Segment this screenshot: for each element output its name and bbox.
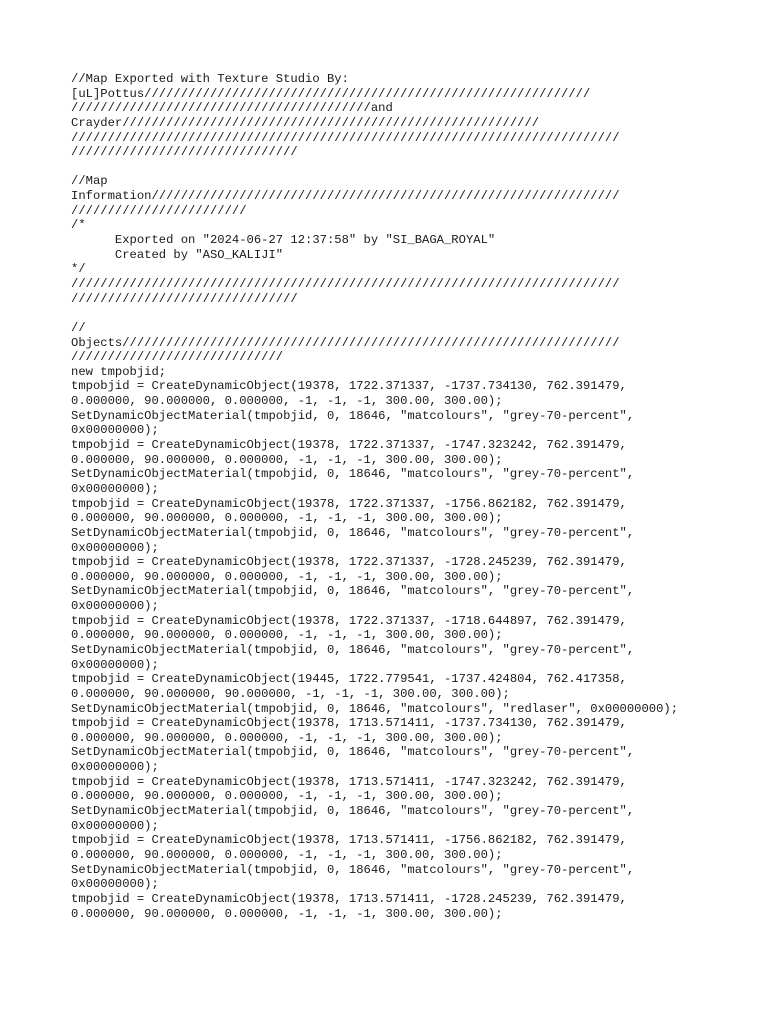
code-line: 0.000000, 90.000000, 0.000000, -1, -1, -1, 300.00, 300.00); xyxy=(71,452,503,467)
code-line: SetDynamicObjectMaterial(tmpobjid, 0, 18646, "matcolours", "grey-70-percent", xyxy=(71,642,635,657)
code-line: 0x00000000); xyxy=(71,877,159,892)
code-line: 0.000000, 90.000000, 0.000000, -1, -1, -1, 300.00, 300.00); xyxy=(71,789,503,804)
code-line: SetDynamicObjectMaterial(tmpobjid, 0, 18646, "matcolours", "grey-70-percent", xyxy=(71,804,635,819)
code-line: tmpobjid = CreateDynamicObject(19378, 1713.571411, -1737.734130, 762.391479, xyxy=(71,716,627,731)
code-line: 0.000000, 90.000000, 90.000000, -1, -1, -1, 300.00, 300.00); xyxy=(71,686,510,701)
code-line: SetDynamicObjectMaterial(tmpobjid, 0, 18646, "matcolours", "grey-70-percent", xyxy=(71,745,635,760)
code-line: 0x00000000); xyxy=(71,760,159,775)
code-line: //Map xyxy=(71,174,108,189)
code-line: 0x00000000); xyxy=(71,540,159,555)
code-line: 0.000000, 90.000000, 0.000000, -1, -1, -1, 300.00, 300.00); xyxy=(71,569,503,584)
code-line: tmpobjid = CreateDynamicObject(19378, 1713.571411, -1747.323242, 762.391479, xyxy=(71,774,627,789)
code-line: tmpobjid = CreateDynamicObject(19378, 1713.571411, -1756.862182, 762.391479, xyxy=(71,833,627,848)
code-line: 0x00000000); xyxy=(71,423,159,438)
code-line: //Map Exported with Texture Studio By: xyxy=(71,72,349,86)
code-line: [uL]Pottus///////////////////////////////////////////////////////////// xyxy=(71,86,591,101)
code-line: tmpobjid = CreateDynamicObject(19445, 1722.779541, -1737.424804, 762.417358, xyxy=(71,672,627,687)
code-line: 0x00000000); xyxy=(71,657,159,672)
code-line: 0.000000, 90.000000, 0.000000, -1, -1, -1, 300.00, 300.00); xyxy=(71,730,503,745)
code-line: new tmpobjid; xyxy=(71,364,167,379)
code-line: 0.000000, 90.000000, 0.000000, -1, -1, -1, 300.00, 300.00); xyxy=(71,628,503,643)
code-line: SetDynamicObjectMaterial(tmpobjid, 0, 18646, "matcolours", "grey-70-percent", xyxy=(71,408,635,423)
code-line: Objects//////////////////////////////////////////////////////////////////// xyxy=(71,335,620,350)
code-line: SetDynamicObjectMaterial(tmpobjid, 0, 18646, "matcolours", "grey-70-percent", xyxy=(71,862,635,877)
code-line: /////////////////////////////////////////and xyxy=(71,101,393,116)
code-line: tmpobjid = CreateDynamicObject(19378, 1722.371337, -1718.644897, 762.391479, xyxy=(71,613,627,628)
code-line: 0.000000, 90.000000, 0.000000, -1, -1, -1, 300.00, 300.00); xyxy=(71,847,503,862)
document-body xyxy=(71,72,721,921)
code-line: tmpobjid = CreateDynamicObject(19378, 1722.371337, -1756.862182, 762.391479, xyxy=(71,496,627,511)
code-line: /////////////////////////////// xyxy=(71,145,298,160)
code-line: /////////////////////////////////////////////////////////////////////////// xyxy=(71,130,620,145)
code-line: tmpobjid = CreateDynamicObject(19378, 1713.571411, -1728.245239, 762.391479, xyxy=(71,891,627,906)
code-line: 0x00000000); xyxy=(71,818,159,833)
code-line: SetDynamicObjectMaterial(tmpobjid, 0, 18646, "matcolours", "redlaser", 0x00000000); xyxy=(71,701,679,716)
code-line: // xyxy=(71,320,86,335)
code-line: ///////////////////////////// xyxy=(71,350,284,365)
code-line: 0.000000, 90.000000, 0.000000, -1, -1, -1, 300.00, 300.00); xyxy=(71,511,503,526)
code-line: /////////////////////////////// xyxy=(71,291,298,306)
code-line: 0x00000000); xyxy=(71,599,159,614)
blank-line xyxy=(71,306,721,321)
code-line: //////////////////////// xyxy=(71,203,247,218)
code-line: /////////////////////////////////////////////////////////////////////////// xyxy=(71,276,620,291)
code-line: Crayder///////////////////////////////////////////////////////// xyxy=(71,115,540,130)
code-line: 0.000000, 90.000000, 0.000000, -1, -1, -1, 300.00, 300.00); xyxy=(71,906,503,921)
code-line: 0.000000, 90.000000, 0.000000, -1, -1, -1, 300.00, 300.00); xyxy=(71,394,503,409)
code-line: tmpobjid = CreateDynamicObject(19378, 1722.371337, -1747.323242, 762.391479, xyxy=(71,438,627,453)
code-line: Created by "ASO_KALIJI" xyxy=(71,247,284,262)
code-line: SetDynamicObjectMaterial(tmpobjid, 0, 18646, "matcolours", "grey-70-percent", xyxy=(71,525,635,540)
code-line: Information//////////////////////////////////////////////////////////////// xyxy=(71,189,620,204)
code-line: /* xyxy=(71,218,86,233)
code-line: tmpobjid = CreateDynamicObject(19378, 1722.371337, -1728.245239, 762.391479, xyxy=(71,555,627,570)
blank-line xyxy=(71,160,721,175)
code-line: Exported on "2024-06-27 12:37:58" by "SI_BAGA_ROYAL" xyxy=(71,233,496,248)
code-line: tmpobjid = CreateDynamicObject(19378, 1722.371337, -1737.734130, 762.391479, xyxy=(71,379,627,394)
code-line: 0x00000000); xyxy=(71,481,159,496)
code-line: SetDynamicObjectMaterial(tmpobjid, 0, 18646, "matcolours", "grey-70-percent", xyxy=(71,467,635,482)
code-line: SetDynamicObjectMaterial(tmpobjid, 0, 18646, "matcolours", "grey-70-percent", xyxy=(71,584,635,599)
code-line: */ xyxy=(71,262,86,277)
